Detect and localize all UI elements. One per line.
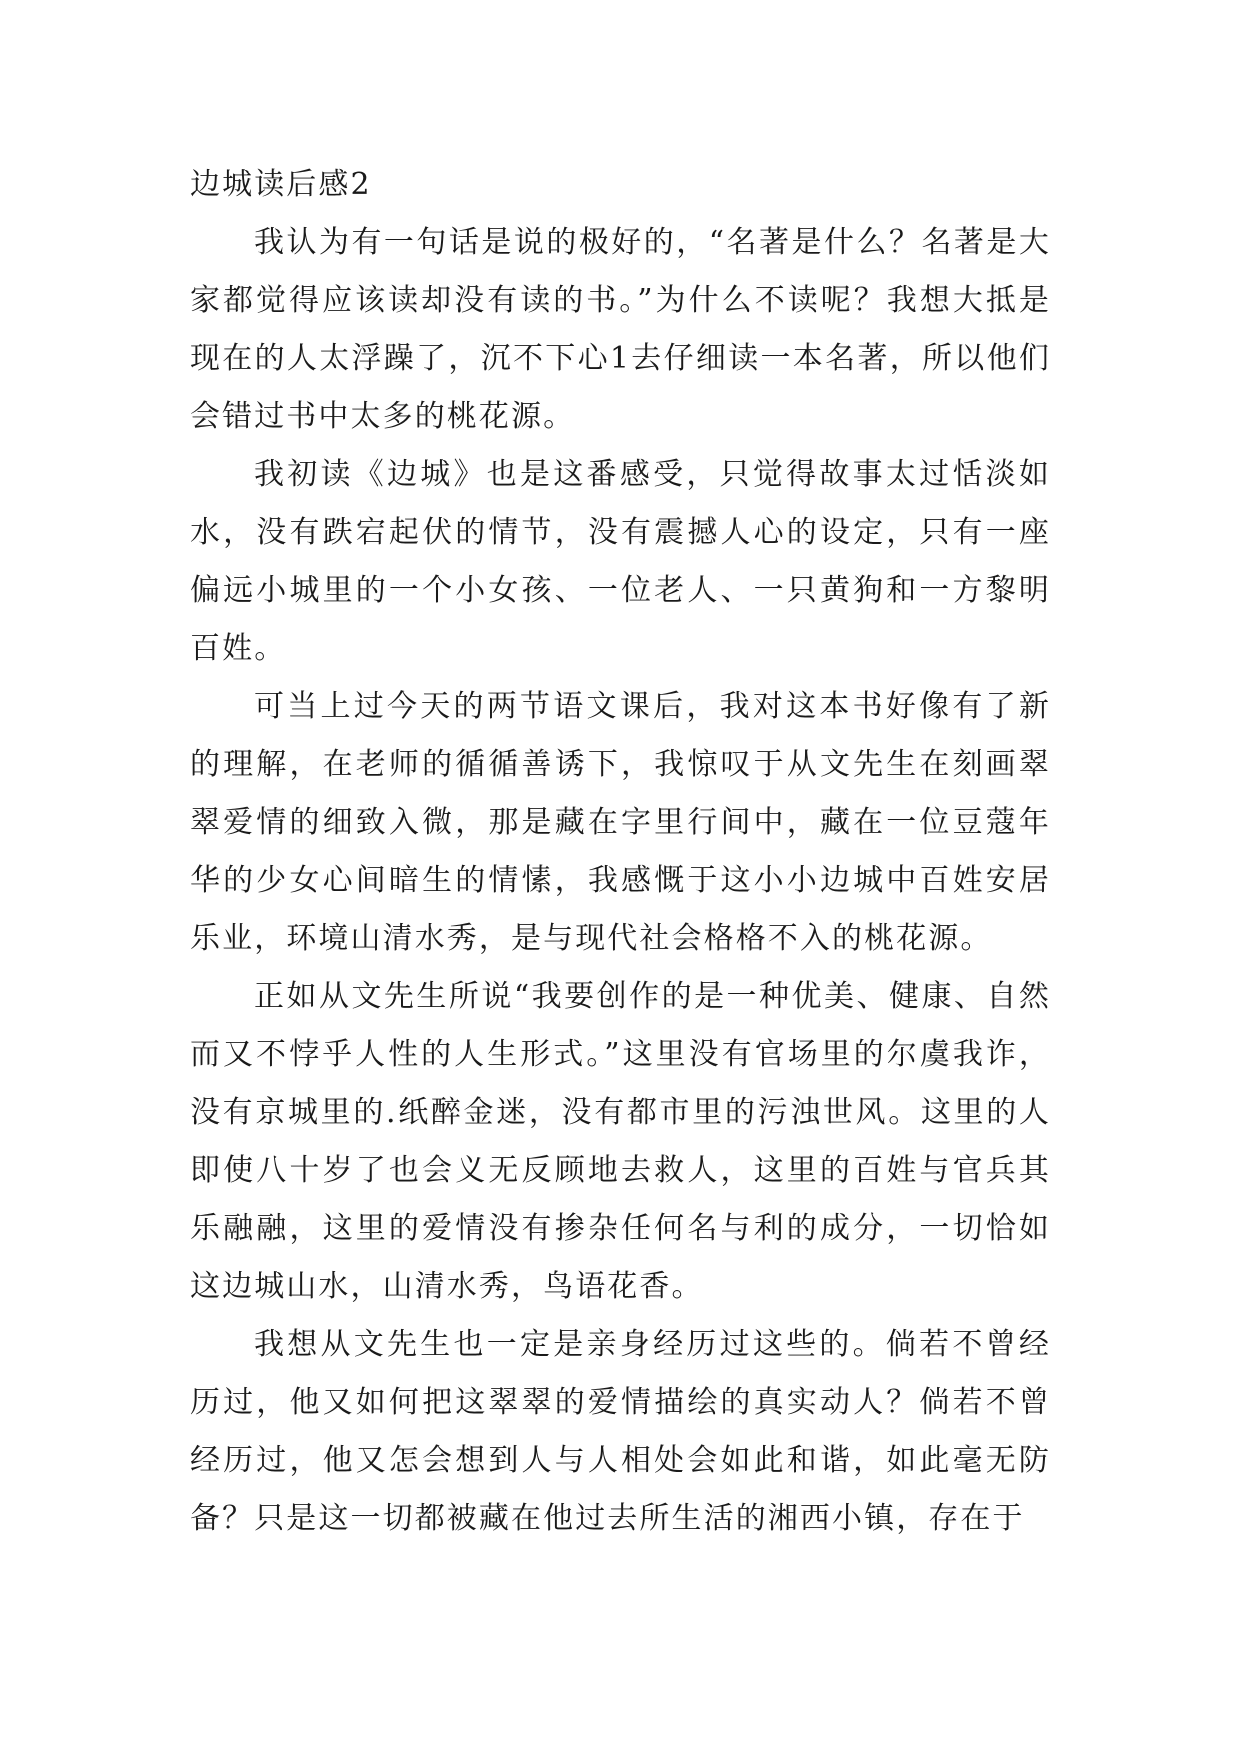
- paragraph-1: 我认为有一句话是说的极好的，“名著是什么？名著是大家都觉得应该读却没有读的书。”为什么不读呢？我想大抵是现在的人太浮躁了，沉不下心1去仔细读一本名著，所以他们会错过书中太多的桃花源。: [190, 225, 1051, 434]
- document-title: 边城读后感2: [190, 167, 372, 202]
- paragraph-3: 可当上过今天的两节语文课后，我对这本书好像有了新的理解，在老师的循循善诱下，我惊叹于从文先生在刻画翠翠爱情的细致入微，那是藏在字里行间中，藏在一位豆蔻年华的少女心间暗生的情愫，我感慨于这小小边城中百姓安居乐业，环境山清水秀，是与现代社会格格不入的桃花源。: [190, 689, 1051, 956]
- paragraph-4: 正如从文先生所说“我要创作的是一种优美、健康、自然而又不悖乎人性的人生形式。”这里没有官场里的尔虞我诈，没有京城里的.纸醉金迷，没有都市里的污浊世风。这里的人即使八十岁了也会义无反顾地去救人，这里的百姓与官兵其乐融融，这里的爱情没有掺杂任何名与利的成分，一切恰如这边城山水，山清水秀，鸟语花香。: [190, 979, 1051, 1304]
- paragraph-2: 我初读《边城》也是这番感受，只觉得故事太过恬淡如水，没有跌宕起伏的情节，没有震撼人心的设定，只有一座偏远小城里的一个小女孩、一位老人、一只黄狗和一方黎明百姓。: [190, 457, 1051, 666]
- paragraph-5: 我想从文先生也一定是亲身经历过这些的。倘若不曾经历过，他又如何把这翠翠的爱情描绘的真实动人？倘若不曾经历过，他又怎会想到人与人相处会如此和谐，如此毫无防备？只是这一切都被藏在他过去所生活的湘西小镇，存在于: [190, 1327, 1051, 1536]
- document-body: [190, 156, 1051, 1548]
